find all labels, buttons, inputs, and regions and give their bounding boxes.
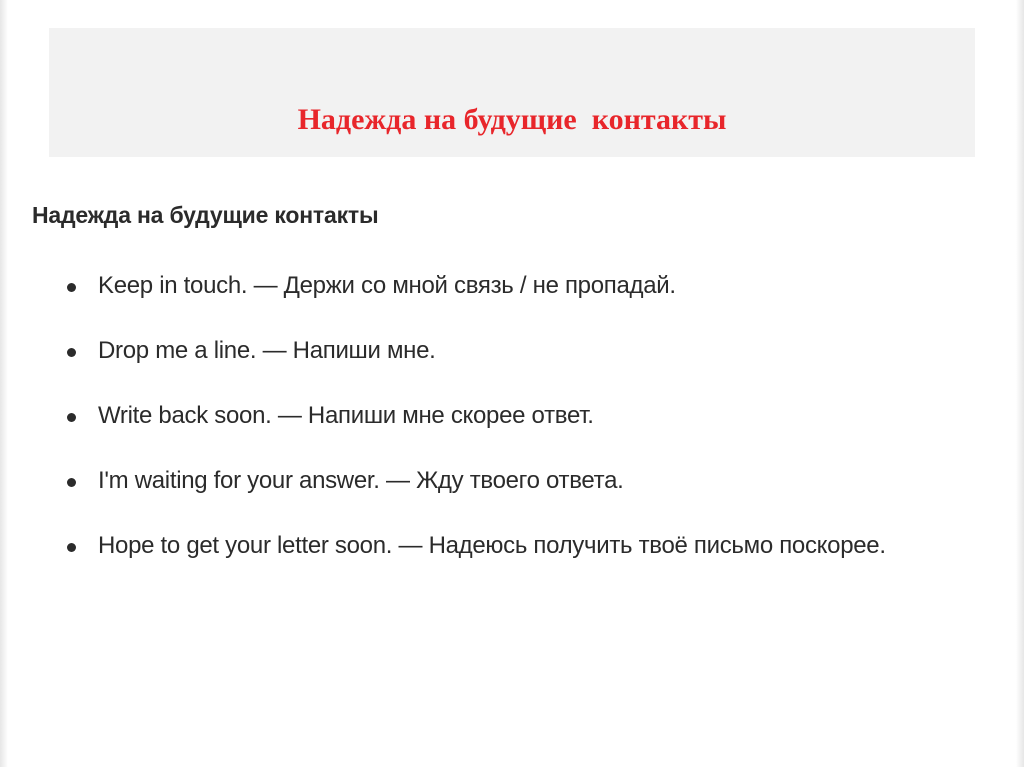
phrase-text: Keep in touch. — Держи со мной связь / не пропадай.: [98, 272, 676, 299]
slide-left-edge: [0, 0, 8, 767]
phrase-item: [32, 333, 992, 398]
phrase-item: [32, 528, 992, 593]
phrase-item: [32, 268, 992, 333]
phrase-text: Write back soon. — Напиши мне скорее ответ.: [98, 402, 594, 429]
phrase-item: [32, 398, 992, 463]
slide-title: Надежда на будущие контакты: [297, 103, 727, 136]
slide-right-edge: [1016, 0, 1024, 767]
content-heading: Надежда на будущие контакты: [32, 202, 379, 228]
bullet-dot-icon: [67, 543, 76, 552]
content-block: [32, 198, 992, 559]
phrase-item: [32, 463, 992, 528]
bullet-dot-icon: [67, 283, 76, 292]
phrase-text: Drop me a line. — Напиши мне.: [98, 337, 436, 364]
phrase-list: [32, 268, 992, 593]
bullet-dot-icon: [67, 348, 76, 357]
bullet-dot-icon: [67, 413, 76, 422]
title-band: [49, 28, 975, 157]
phrase-text: I'm waiting for your answer. — Жду твоего ответа.: [98, 467, 624, 494]
phrase-text: Hope to get your letter soon. — Надеюсь получить твоё письмо поскорее.: [98, 532, 886, 559]
bullet-dot-icon: [67, 478, 76, 487]
